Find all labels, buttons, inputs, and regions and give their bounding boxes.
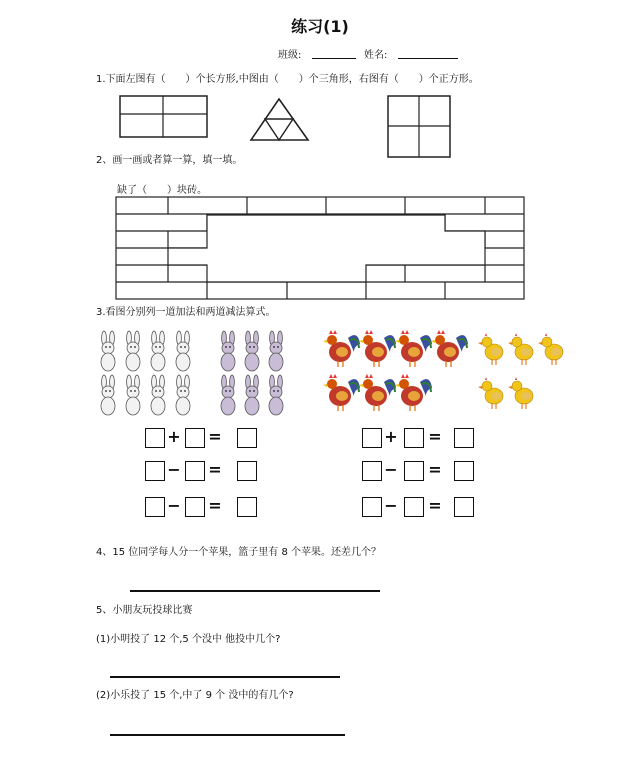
plus-sign: + bbox=[384, 427, 398, 446]
answer-box[interactable] bbox=[185, 428, 205, 448]
brick-wall bbox=[115, 196, 527, 302]
equals-sign: = bbox=[428, 427, 442, 446]
rabbit-icon bbox=[245, 331, 259, 371]
equals-sign: = bbox=[208, 427, 222, 446]
answer-box[interactable] bbox=[237, 461, 257, 481]
rabbit-icon bbox=[269, 375, 283, 415]
rabbit-icon bbox=[269, 331, 283, 371]
rooster-icon bbox=[323, 330, 360, 367]
rectangles-figure bbox=[119, 95, 209, 140]
rabbit-icon bbox=[176, 331, 190, 371]
answer-box[interactable] bbox=[454, 497, 474, 517]
rooster-icon bbox=[359, 374, 396, 411]
answer-box[interactable] bbox=[454, 428, 474, 448]
minus-sign: − bbox=[384, 496, 398, 515]
chick-icon bbox=[478, 377, 503, 409]
rabbit-icon bbox=[126, 375, 140, 415]
answer-box[interactable] bbox=[404, 461, 424, 481]
minus-sign: − bbox=[167, 460, 181, 479]
answer-box[interactable] bbox=[145, 497, 165, 517]
equals-sign: = bbox=[208, 460, 222, 479]
rooster-icon bbox=[431, 330, 468, 367]
rabbit-icon bbox=[126, 331, 140, 371]
chick-icon bbox=[508, 333, 533, 365]
answer-box[interactable] bbox=[185, 497, 205, 517]
squares-figure bbox=[387, 95, 452, 159]
rooster-icon bbox=[323, 374, 360, 411]
rabbit-icon bbox=[176, 375, 190, 415]
question-2-sub: 缺了（ ）块砖。 bbox=[117, 185, 207, 196]
class-label: 班级: bbox=[278, 50, 302, 61]
chick-icon bbox=[478, 333, 503, 365]
missing-bricks-area bbox=[168, 215, 485, 282]
answer-box[interactable] bbox=[362, 428, 382, 448]
rooster-icon bbox=[395, 330, 432, 367]
minus-sign: − bbox=[384, 460, 398, 479]
question-5-2: (2)小乐投了 15 个,中了 9 个 没中的有几个? bbox=[96, 690, 294, 701]
question-5-1: (1)小明投了 12 个,5 个没中 他投中几个? bbox=[96, 634, 281, 645]
question-5: 5、小朋友玩投球比赛 bbox=[96, 605, 193, 616]
rabbit-icon bbox=[151, 331, 165, 371]
equals-sign: = bbox=[428, 496, 442, 515]
answer-box[interactable] bbox=[145, 461, 165, 481]
plus-sign: + bbox=[167, 427, 181, 446]
answer-line[interactable] bbox=[130, 590, 380, 592]
equals-sign: = bbox=[428, 460, 442, 479]
question-4: 4、15 位同学每人分一个苹果，篮子里有 8 个苹果。还差几个？ bbox=[96, 547, 381, 558]
page-title: 练习(1) bbox=[291, 17, 349, 36]
answer-box[interactable] bbox=[145, 428, 165, 448]
answer-box[interactable] bbox=[362, 461, 382, 481]
rooster-icon bbox=[395, 374, 432, 411]
rabbit-icon bbox=[221, 331, 235, 371]
triangles-figure bbox=[250, 98, 310, 142]
rooster-icon bbox=[359, 330, 396, 367]
answer-line[interactable] bbox=[110, 734, 345, 736]
answer-box[interactable] bbox=[185, 461, 205, 481]
rabbit-icon bbox=[101, 375, 115, 415]
rabbit-icon bbox=[221, 375, 235, 415]
rabbit-icon bbox=[151, 375, 165, 415]
name-field[interactable] bbox=[398, 58, 458, 59]
answer-box[interactable] bbox=[237, 497, 257, 517]
answer-box[interactable] bbox=[404, 428, 424, 448]
name-label: 姓名: bbox=[364, 50, 388, 61]
answer-box[interactable] bbox=[454, 461, 474, 481]
question-3: 3.看图分别列一道加法和两道减法算式。 bbox=[96, 307, 276, 318]
answer-box[interactable] bbox=[404, 497, 424, 517]
minus-sign: − bbox=[167, 496, 181, 515]
answer-box[interactable] bbox=[237, 428, 257, 448]
answer-line[interactable] bbox=[110, 676, 340, 678]
chick-icon bbox=[538, 333, 563, 365]
equals-sign: = bbox=[208, 496, 222, 515]
chick-icon bbox=[508, 377, 533, 409]
rabbit-icon bbox=[245, 375, 259, 415]
class-field[interactable] bbox=[312, 58, 356, 59]
rabbit-icon bbox=[101, 331, 115, 371]
question-2: 2、画一画或者算一算，填一填。 bbox=[96, 155, 243, 166]
question-1: 1.下面左图有（ ）个长方形,中图由（ ）个三角形，右图有（ ）个正方形。 bbox=[96, 74, 479, 85]
answer-box[interactable] bbox=[362, 497, 382, 517]
